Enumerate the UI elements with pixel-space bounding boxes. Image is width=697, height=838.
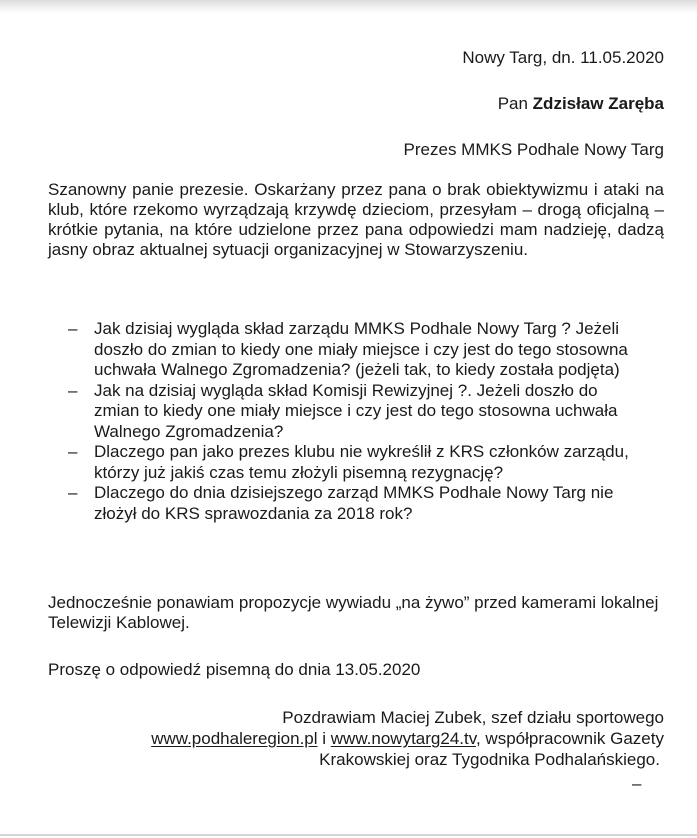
link-podhaleregion[interactable]: www.podhaleregion.pl — [151, 729, 318, 748]
signature-line-2-rest: , współpracownik Gazety — [475, 729, 664, 748]
list-dash-marker: – — [68, 442, 78, 461]
signature-block — [48, 707, 664, 770]
deadline-paragraph: Proszę o odpowiedź pisemną do dnia 13.05.2020 — [48, 660, 421, 679]
question-item — [48, 381, 634, 443]
signature-line-3: Krakowskiej oraz Tygodnika Podhalańskiego. — [319, 750, 660, 769]
recipient-role: Prezes MMKS Podhale Nowy Targ — [403, 140, 664, 159]
signature-line-2 — [48, 728, 664, 749]
question-text: Dlaczego do dnia dzisiejszego zarząd MMKS Podhale Nowy Targ nie złożył do KRS sprawozdania za 2018 rok? — [94, 483, 614, 523]
question-item — [48, 319, 634, 381]
recipient-name: Zdzisław Zaręba — [532, 94, 664, 113]
intro-paragraph: Szanowny panie prezesie. Oskarżany przez pana o brak obiektywizmu i ataki na klub, które rzekomo wyrządzają krzywdę dzieciom, przesyłam – drogą oficjalną – krótkie pytania, na które udzielone przez pana odpowiedzi mam nadzieję, dadzą jasny obraz aktualnej sytuacji organizacyjnej w Stowarzyszeniu. — [48, 180, 664, 259]
list-dash-marker: – — [68, 483, 78, 502]
recipient — [498, 94, 664, 114]
question-item — [48, 442, 634, 483]
question-item — [48, 483, 634, 524]
signature-line-1: Pozdrawiam Maciej Zubek, szef działu sportowego — [282, 708, 664, 727]
question-text: Dlaczego pan jako prezes klubu nie wykreślił z KRS członków zarządu, którzy już jakiś czas temu złożyli pisemną rezygnację? — [94, 442, 629, 482]
questions-list — [48, 319, 664, 524]
link-connector: i — [317, 729, 331, 748]
trailing-dash-mark: – — [632, 774, 642, 793]
question-text: Jak na dzisiaj wygląda skład Komisji Rewizyjnej ?. Jeżeli doszło do zmian to kiedy one miały miejsce i czy jest do tego stosowna uchwała Walnego Zgromadzenia? — [94, 380, 618, 441]
page-bottom-edge — [0, 834, 697, 836]
recipient-prefix: Pan — [497, 94, 533, 113]
place-date: Nowy Targ, dn. 11.05.2020 — [462, 48, 664, 67]
question-text: Jak dzisiaj wygląda skład zarządu MMKS Podhale Nowy Targ ? Jeżeli doszło do zmian to kiedy one miały miejsce i czy jest do tego stosowna uchwała Walnego Zgromadzenia? (jeżeli tak, to kiedy została podjęta) — [94, 319, 628, 379]
viewer-top-shadow — [0, 0, 697, 14]
list-dash-marker: – — [68, 319, 78, 338]
link-nowytarg24[interactable]: www.nowytarg24.tv — [330, 729, 476, 748]
interview-request-paragraph: Jednocześnie ponawiam propozycje wywiadu „na żywo” przed kamerami lokalnej Telewizji Kablowej. — [48, 593, 659, 632]
list-dash-marker: – — [68, 380, 78, 400]
